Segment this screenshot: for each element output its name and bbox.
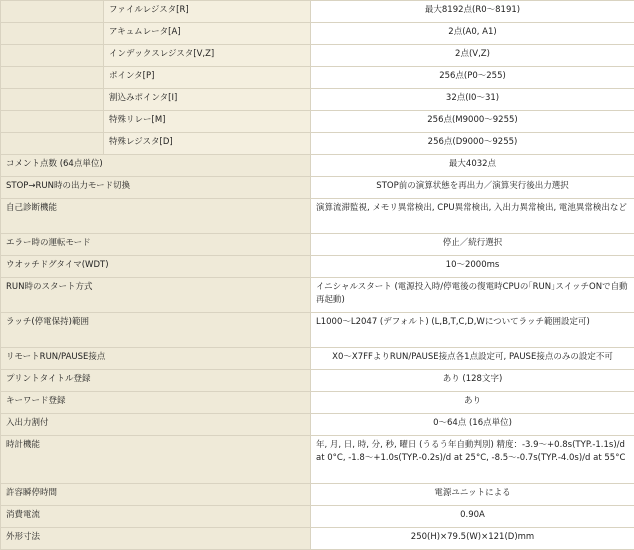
spec-table-body xyxy=(1,1,634,550)
group-label-cell xyxy=(1,1,104,23)
spec-row xyxy=(1,506,634,528)
value-cell: X0～X7FFよりRUN/PAUSE接点各1点設定可, PAUSE接点のみの設定不可 xyxy=(311,348,634,370)
value-cell: 256点(D9000～9255) xyxy=(311,133,634,155)
label-cell: キーワード登録 xyxy=(1,392,311,414)
value-cell: 最大4032点 xyxy=(311,155,634,177)
value-cell: イニシャルスタート (電源投入時/停電後の復電時CPUの｢RUN｣スイッチONで自動再起動) xyxy=(311,278,634,313)
label-cell: STOP→RUN時の出力モード切換 xyxy=(1,177,311,199)
spec-row xyxy=(1,436,634,484)
spec-row xyxy=(1,45,634,67)
value-cell: 最大8192点(R0～8191) xyxy=(311,1,634,23)
spec-row xyxy=(1,23,634,45)
value-cell: あり xyxy=(311,392,634,414)
group-label-cell xyxy=(1,89,104,111)
spec-row xyxy=(1,133,634,155)
group-label-cell xyxy=(1,133,104,155)
value-cell: 256点(P0～255) xyxy=(311,67,634,89)
label-cell: コメント点数 (64点単位) xyxy=(1,155,311,177)
spec-row xyxy=(1,177,634,199)
spec-row xyxy=(1,348,634,370)
label-cell: ウオッチドグタイマ(WDT) xyxy=(1,256,311,278)
value-cell: 2点(V,Z) xyxy=(311,45,634,67)
spec-row xyxy=(1,370,634,392)
label-cell: リモートRUN/PAUSE接点 xyxy=(1,348,311,370)
sub-label-cell: 割込みポインタ[I] xyxy=(104,89,311,111)
value-cell: 0.90A xyxy=(311,506,634,528)
label-cell: ラッチ(停電保持)範囲 xyxy=(1,313,311,348)
sub-label-cell: アキュムレータ[A] xyxy=(104,23,311,45)
spec-row xyxy=(1,256,634,278)
value-cell: 2点(A0, A1) xyxy=(311,23,634,45)
group-label-cell xyxy=(1,67,104,89)
value-cell: STOP前の演算状態を再出力／演算実行後出力選択 xyxy=(311,177,634,199)
sub-label-cell: 特殊レジスタ[D] xyxy=(104,133,311,155)
value-cell: 250(H)×79.5(W)×121(D)mm xyxy=(311,528,634,550)
label-cell: プリントタイトル登録 xyxy=(1,370,311,392)
group-label-cell xyxy=(1,111,104,133)
group-label-cell xyxy=(1,45,104,67)
sub-label-cell: 特殊リレー[M] xyxy=(104,111,311,133)
group-label-cell xyxy=(1,23,104,45)
sub-label-cell: インデックスレジスタ[V,Z] xyxy=(104,45,311,67)
value-cell: L1000～L2047 (デフォルト) (L,B,T,C,D,Wについてラッチ範囲設定可) xyxy=(311,313,634,348)
spec-row xyxy=(1,111,634,133)
label-cell: 外形寸法 xyxy=(1,528,311,550)
spec-row xyxy=(1,414,634,436)
label-cell: 自己診断機能 xyxy=(1,199,311,234)
spec-row xyxy=(1,199,634,234)
spec-row xyxy=(1,528,634,550)
spec-row xyxy=(1,484,634,506)
value-cell: 停止／続行選択 xyxy=(311,234,634,256)
spec-row xyxy=(1,155,634,177)
label-cell: エラー時の運転モード xyxy=(1,234,311,256)
label-cell: RUN時のスタート方式 xyxy=(1,278,311,313)
label-cell: 時計機能 xyxy=(1,436,311,484)
sub-label-cell: ポインタ[P] xyxy=(104,67,311,89)
value-cell: 電源ユニットによる xyxy=(311,484,634,506)
label-cell: 入出力割付 xyxy=(1,414,311,436)
spec-row xyxy=(1,89,634,111)
value-cell: 演算流滞監視, メモリ異常検出, CPU異常検出, 入出力異常検出, 電池異常検出など xyxy=(311,199,634,234)
sub-label-cell: ファイルレジスタ[R] xyxy=(104,1,311,23)
spec-row xyxy=(1,278,634,313)
value-cell: 0～64点 (16点単位) xyxy=(311,414,634,436)
spec-row xyxy=(1,67,634,89)
label-cell: 消費電流 xyxy=(1,506,311,528)
spec-row xyxy=(1,1,634,23)
spec-row xyxy=(1,313,634,348)
value-cell: 年, 月, 日, 時, 分, 秒, 曜日 (うるう年自動判別) 精度：-3.9～+0.8s(TYP.-1.1s)/d at 0°C, -1.8～+1.0s(TYP.-0.2s)/d at 25°C, -8.5～-0.7s(TYP.-4.0s)/d at 55°C xyxy=(311,436,634,484)
value-cell: 32点(I0～31) xyxy=(311,89,634,111)
label-cell: 許容瞬停時間 xyxy=(1,484,311,506)
spec-row xyxy=(1,392,634,414)
spec-row xyxy=(1,234,634,256)
value-cell: 10～2000ms xyxy=(311,256,634,278)
value-cell: あり (128文字) xyxy=(311,370,634,392)
value-cell: 256点(M9000～9255) xyxy=(311,111,634,133)
